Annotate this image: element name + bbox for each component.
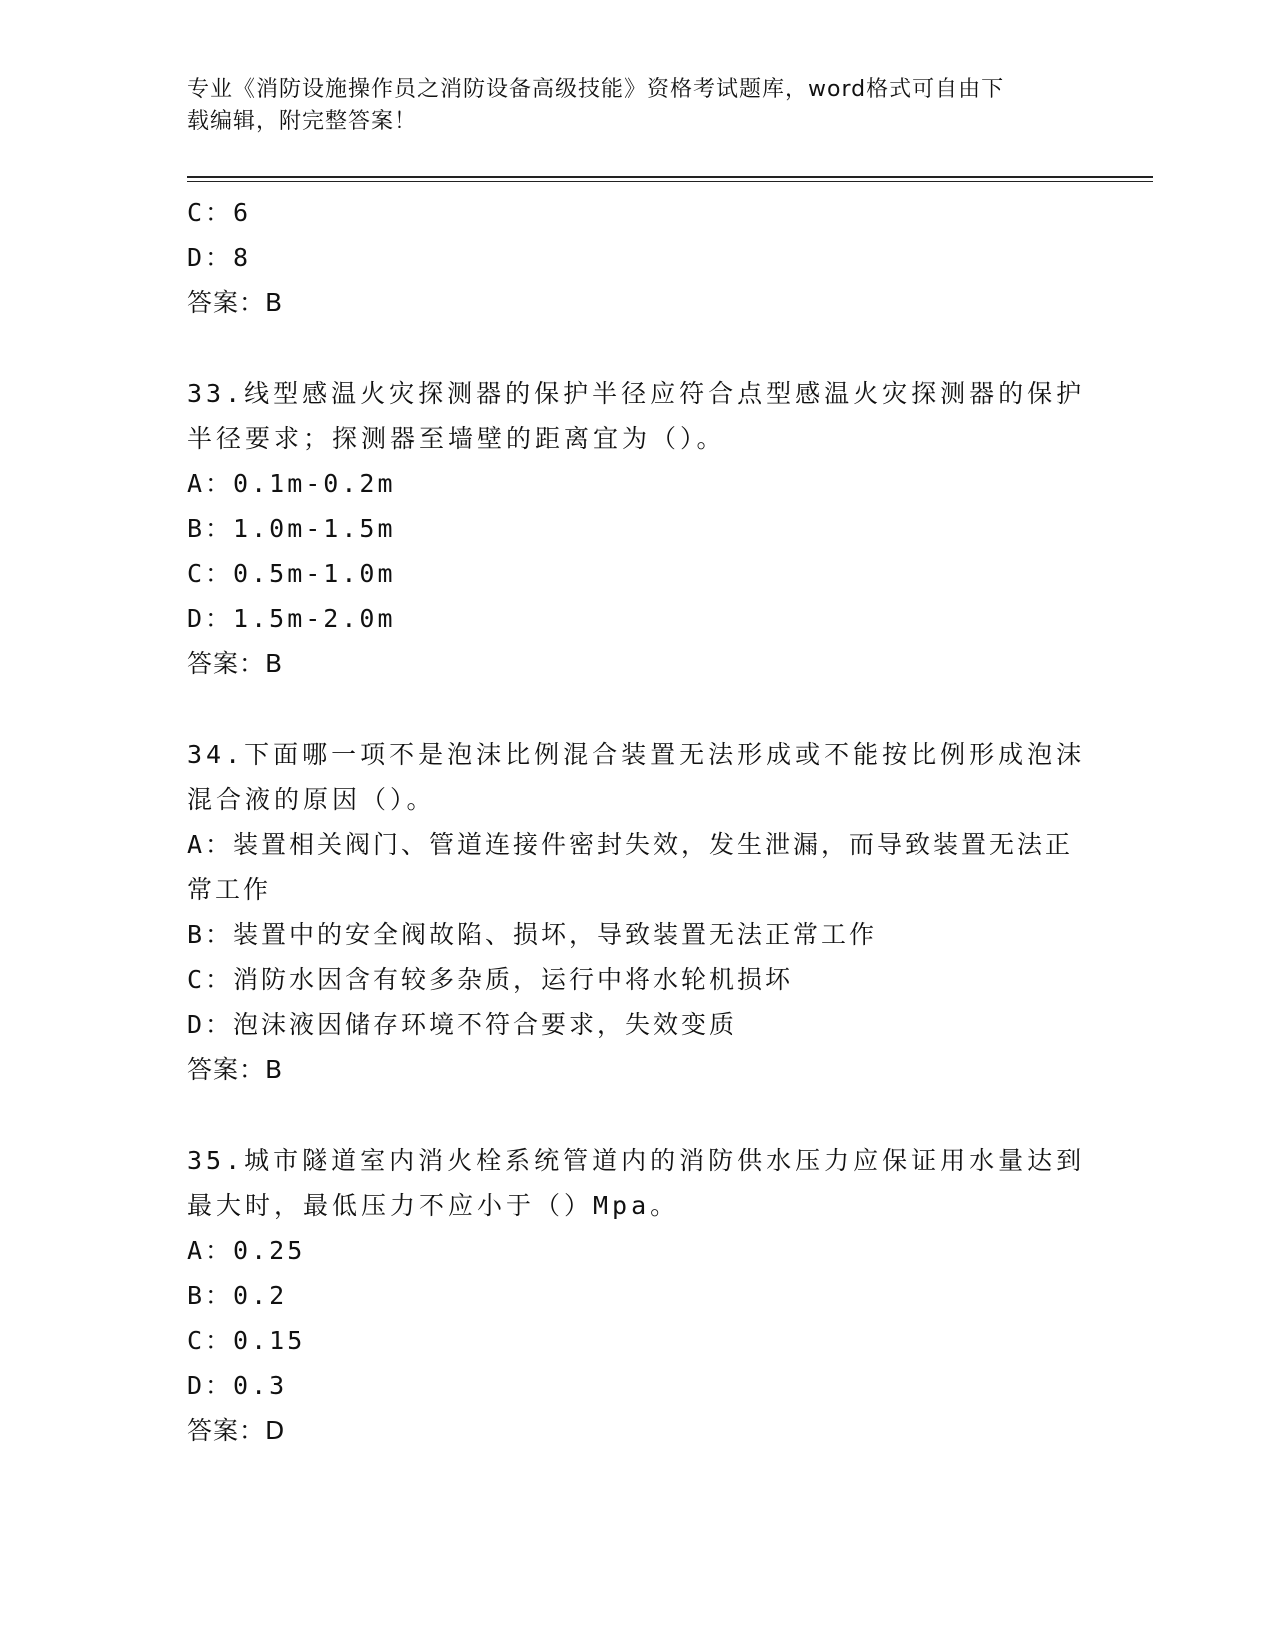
question-text: 34.下面哪一项不是泡沫比例混合装置无法形成或不能按比例形成泡沫混合液的原因（）。 xyxy=(187,740,1086,814)
document-header xyxy=(187,74,1087,138)
header-divider-thick xyxy=(187,176,1153,178)
option-c: C：6 xyxy=(187,198,252,227)
answer-line: 答案：B xyxy=(187,649,284,678)
option-a: A：0.25 xyxy=(187,1236,306,1265)
question-text: 35.城市隧道室内消火栓系统管道内的消防供水压力应保证用水量达到最大时，最低压力不应小于（）Mpa。 xyxy=(187,1146,1086,1220)
option-a: A：装置相关阀门、管道连接件密封失效，发生泄漏，而导致装置无法正常工作 xyxy=(187,830,1074,904)
option-d: D：泡沫液因储存环境不符合要求，失效变质 xyxy=(187,1010,738,1039)
spacer xyxy=(187,1092,1087,1138)
question-text: 33.线型感温火灾探测器的保护半径应符合点型感温火灾探测器的保护半径要求；探测器至墙壁的距离宜为（）。 xyxy=(187,379,1086,453)
answer-line: 答案：B xyxy=(187,1055,284,1084)
question-34 xyxy=(187,732,1087,1092)
option-c: C：0.5m-1.0m xyxy=(187,559,396,588)
question-content xyxy=(187,190,1087,1453)
header-line-2: 载编辑，附完整答案！ xyxy=(187,109,418,134)
option-b: B：0.2 xyxy=(187,1281,288,1310)
option-d: D：0.3 xyxy=(187,1371,288,1400)
spacer xyxy=(187,686,1087,732)
question-33 xyxy=(187,371,1087,686)
answer-line: 答案：D xyxy=(187,1416,286,1445)
option-d: D：8 xyxy=(187,243,252,272)
option-c: C：消防水因含有较多杂质，运行中将水轮机损坏 xyxy=(187,965,794,994)
previous-question-tail xyxy=(187,190,1087,325)
option-b: B：1.0m-1.5m xyxy=(187,514,396,543)
option-a: A：0.1m-0.2m xyxy=(187,469,396,498)
option-d: D：1.5m-2.0m xyxy=(187,604,396,633)
question-35 xyxy=(187,1138,1087,1453)
answer-line: 答案：B xyxy=(187,288,284,317)
option-b: B：装置中的安全阀故陷、损坏，导致装置无法正常工作 xyxy=(187,920,878,949)
header-line-1: 专业《消防设施操作员之消防设备高级技能》资格考试题库，word格式可自由下 xyxy=(187,77,1005,102)
spacer xyxy=(187,325,1087,371)
option-c: C：0.15 xyxy=(187,1326,306,1355)
header-divider-thin xyxy=(187,181,1153,182)
